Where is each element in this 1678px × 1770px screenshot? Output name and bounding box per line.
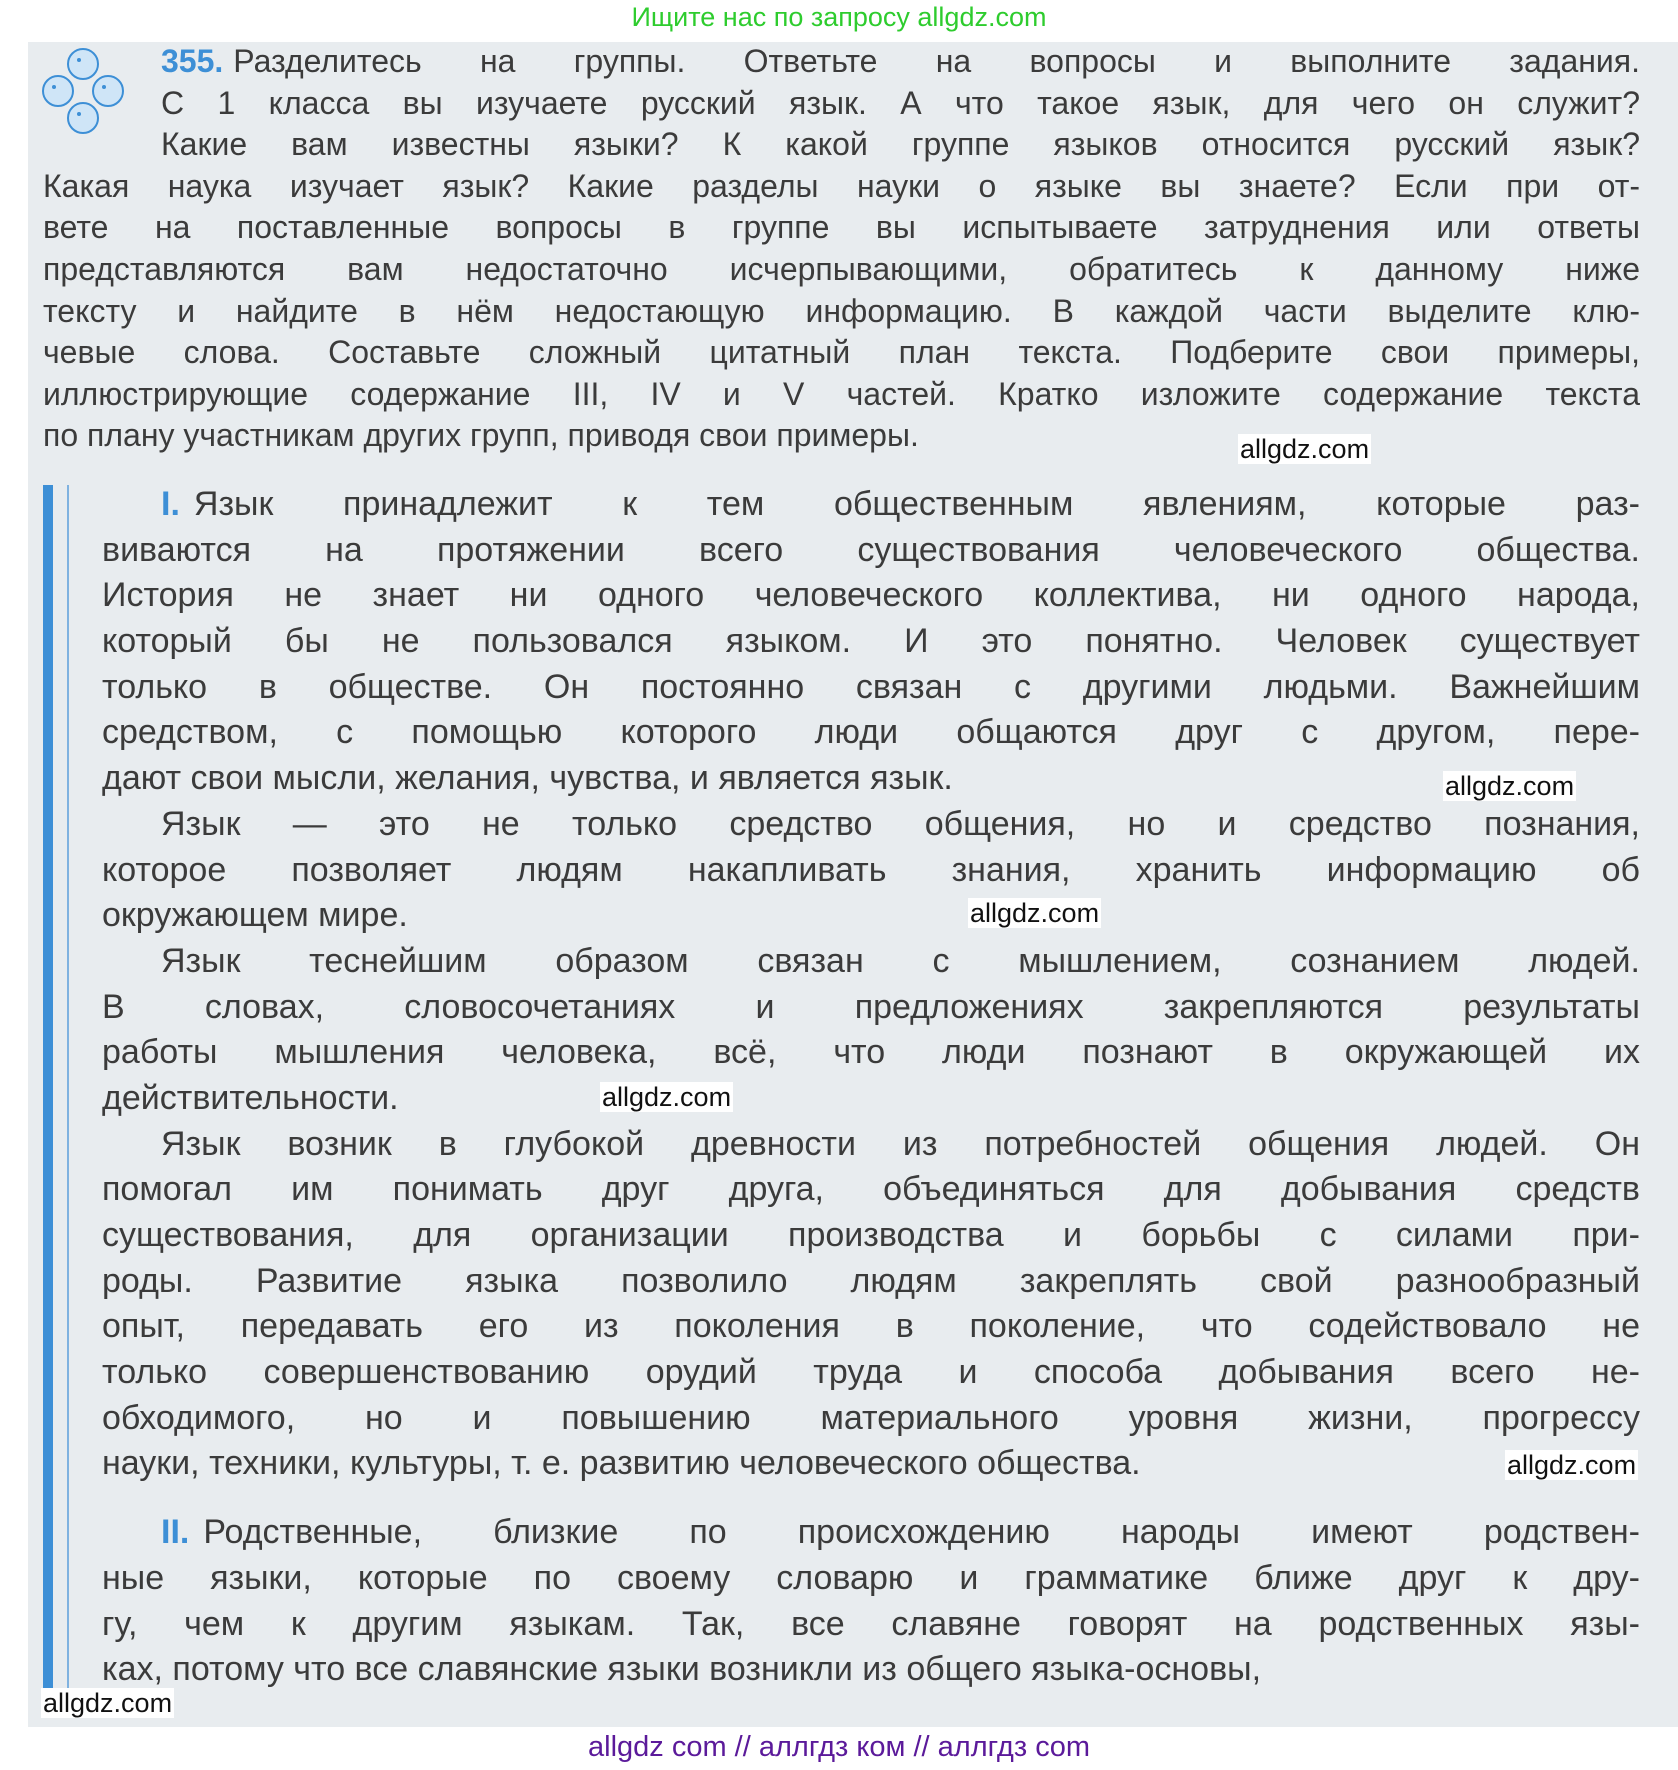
text-line — [102, 1647, 1640, 1693]
text-line-content: работы мышления человека, всё, что люди познают в окружающей их — [102, 1033, 1640, 1072]
watermark: allgdz.com — [602, 1082, 732, 1112]
text-line-content: науки, техники, культуры, т. е. развитию человеческого общества. — [102, 1444, 1141, 1483]
search-hint-banner: Ищите нас по запросу allgdz.com — [631, 2, 1047, 32]
text-line — [102, 1556, 1640, 1602]
task-line-text: по плану участникам других групп, приводя свои примеры. — [43, 417, 919, 454]
section-numeral: II. — [161, 1513, 190, 1552]
task-number: 355. — [161, 43, 224, 79]
text-line — [102, 1122, 1640, 1168]
text-line — [102, 710, 1640, 756]
text-line-content: которое позволяет людям накапливать знания, хранить информацию об — [102, 850, 1640, 889]
text-line — [102, 985, 1640, 1031]
task-line — [43, 207, 1640, 249]
task-line — [43, 374, 1640, 416]
text-line-content: Язык теснейшим образом связан с мышлением, сознанием людей. — [161, 941, 1640, 980]
text-line — [102, 802, 1640, 848]
text-line-content: обходимого, но и повышению материального уровня жизни, прогрессу — [102, 1398, 1640, 1437]
text-line — [102, 1030, 1640, 1076]
text-line-content: опыт, передавать его из поколения в поколение, что содействовало не — [102, 1307, 1640, 1346]
text-line-content: который бы не пользовался языком. И это понятно. Человек существует — [102, 622, 1640, 661]
text-line — [102, 756, 1640, 802]
task-line-text: представляются вам недостаточно исчерпывающими, обратитесь к данному ниже — [43, 250, 1640, 287]
text-line — [102, 1167, 1640, 1213]
watermark: allgdz.com — [43, 1688, 173, 1718]
text-line — [102, 939, 1640, 985]
task-line-text: тексту и найдите в нём недостающую информацию. В каждой части выделите клю- — [43, 292, 1640, 329]
text-line — [102, 619, 1640, 665]
task-line — [43, 41, 1640, 83]
text-line-content: В словах, словосочетаниях и предложениях закрепляются результаты — [102, 987, 1640, 1026]
text-line-content: средством, с помощью которого люди общаются друг с другом, пере- — [102, 713, 1640, 752]
task-line — [43, 124, 1640, 166]
watermark: allgdz.com — [970, 898, 1100, 928]
task-line — [43, 249, 1640, 291]
text-line — [102, 1076, 1640, 1122]
text-line-content: Родственные, близкие по происхождению народы имеют родствен- — [203, 1513, 1640, 1552]
text-line-content: История не знает ни одного человеческого коллектива, ни одного народа, — [102, 576, 1640, 615]
task-line — [43, 332, 1640, 374]
text-line — [102, 482, 1640, 528]
text-line — [102, 1441, 1640, 1487]
text-line — [102, 528, 1640, 574]
text-line — [102, 573, 1640, 619]
text-line-content: Язык принадлежит к тем общественным явлениям, которые раз- — [193, 485, 1640, 523]
task-line — [43, 166, 1640, 208]
task-line — [43, 83, 1640, 125]
text-line-content: только в обществе. Он постоянно связан с другими людьми. Важнейшим — [102, 667, 1640, 706]
text-line — [102, 1350, 1640, 1396]
text-line — [102, 1304, 1640, 1350]
text-line-content: только совершенствованию орудий труда и способа добывания всего не- — [102, 1353, 1640, 1392]
text-line-content: существования, для организации производства и борьбы с силами при- — [102, 1216, 1640, 1254]
task-line-text: Разделитесь на группы. Ответьте на вопросы и выполните задания. — [233, 43, 1640, 79]
text-line-content: Язык — это не только средство общения, но и средство познания, — [161, 804, 1640, 843]
task-line-text: С 1 класса вы изучаете русский язык. А что такое язык, для чего он служит? — [161, 84, 1640, 121]
text-line — [102, 1259, 1640, 1305]
text-line-content: ках, потому что все славянские языки возникли из общего языка-основы, — [102, 1650, 1262, 1689]
text-line — [102, 893, 1640, 939]
text-line — [102, 1510, 1640, 1556]
task-355 — [43, 41, 1640, 457]
section-accent-line — [67, 485, 69, 1688]
text-line-content: виваются на протяжении всего существования человеческого общества. — [102, 530, 1640, 569]
text-line-content: гу, чем к другим языкам. Так, все славяне говорят на родственных язы- — [102, 1604, 1640, 1643]
text-line-content: дают свои мысли, желания, чувства, и является язык. — [102, 759, 953, 798]
task-line-text: чевые слова. Составьте сложный цитатный план текста. Подберите свои примеры, — [43, 334, 1640, 371]
watermark: allgdz.com — [1240, 434, 1370, 464]
reading-text — [102, 482, 1640, 1693]
watermark: allgdz.com — [1507, 1450, 1637, 1480]
task-line-text: Какая наука изучает язык? Какие разделы науки о языке вы знаете? Если при от- — [43, 167, 1640, 204]
text-line — [102, 1396, 1640, 1442]
footer-watermark: allgdz com // аллгдз ком // аллгдз com — [588, 1731, 1090, 1763]
task-line — [43, 291, 1640, 333]
section-accent-bar — [43, 485, 53, 1688]
text-line — [102, 1213, 1640, 1259]
text-line-content: окружающем мире. — [102, 896, 408, 935]
watermark: allgdz.com — [1445, 771, 1575, 801]
text-line-content: помогал им понимать друг друга, объединяться для добывания средств — [102, 1170, 1640, 1209]
section-numeral: I. — [161, 485, 180, 523]
text-line-content: Язык возник в глубокой древности из потребностей общения людей. Он — [161, 1124, 1640, 1163]
text-line — [102, 1602, 1640, 1648]
text-line — [102, 848, 1640, 894]
task-line-text: иллюстрирующие содержание III, IV и V частей. Кратко изложите содержание текста — [43, 375, 1640, 412]
text-line-content: ные языки, которые по своему словарю и грамматике ближе друг к дру- — [102, 1558, 1640, 1597]
task-line-text: вете на поставленные вопросы в группе вы испытываете затруднения или ответы — [43, 209, 1640, 246]
text-line — [102, 665, 1640, 711]
text-line-content: действительности. — [102, 1078, 399, 1117]
text-line-content: роды. Развитие языка позволило людям закреплять свой разнообразный — [102, 1261, 1640, 1300]
task-line — [43, 415, 1640, 457]
task-line-text: Какие вам известны языки? К какой группе языков относится русский язык? — [161, 126, 1640, 163]
